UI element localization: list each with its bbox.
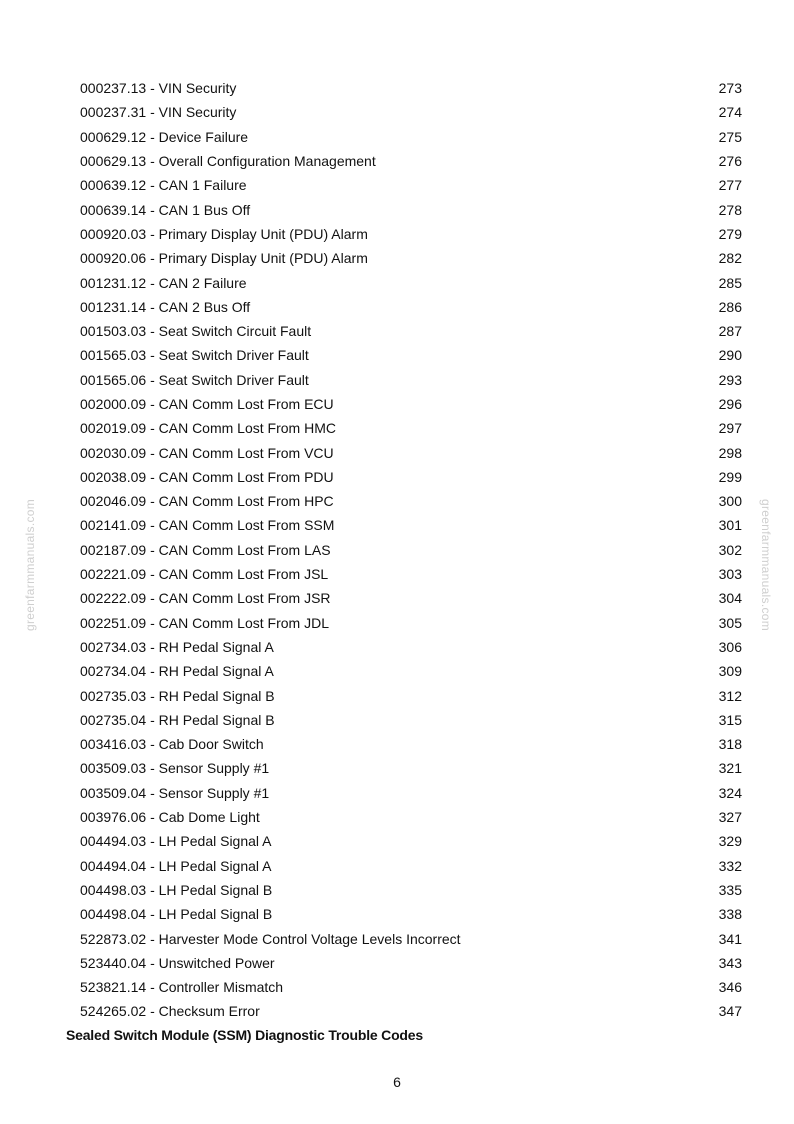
- toc-entry-page: 338: [718, 906, 742, 923]
- toc-entry[interactable]: [80, 368, 742, 392]
- toc-entry[interactable]: [80, 975, 742, 999]
- toc-entry-title: 002038.09 - CAN Comm Lost From PDU: [80, 468, 334, 485]
- toc-entry[interactable]: [80, 513, 742, 537]
- toc-entry-title: 002734.04 - RH Pedal Signal A: [80, 663, 274, 680]
- watermark-left: greenfarmmanuals.com: [23, 498, 37, 632]
- watermark-right: greenfarmmanuals.com: [759, 498, 773, 632]
- toc-entry-page: 309: [718, 663, 742, 680]
- toc-entry[interactable]: [80, 854, 742, 878]
- toc-entry-title: 003976.06 - Cab Dome Light: [80, 809, 260, 826]
- page-number: 6: [393, 1074, 401, 1090]
- toc-entry-page: 290: [718, 347, 742, 364]
- toc-entry-page: 327: [718, 809, 742, 826]
- toc-entry[interactable]: [80, 878, 742, 902]
- toc-entry-page: 303: [718, 566, 742, 583]
- toc-entry-page: 341: [718, 930, 742, 947]
- toc-entry-page: 312: [718, 687, 742, 704]
- toc-entry-page: 302: [718, 541, 742, 558]
- toc-entry-page: 315: [718, 711, 742, 728]
- toc-entry-page: 343: [718, 954, 742, 971]
- toc-entry-title: 001503.03 - Seat Switch Circuit Fault: [80, 323, 312, 340]
- toc-entry[interactable]: [80, 246, 742, 270]
- toc-entry[interactable]: [80, 125, 742, 149]
- toc-entry-title: 002734.03 - RH Pedal Signal A: [80, 638, 274, 655]
- toc-entry[interactable]: [80, 440, 742, 464]
- toc-entry-page: 293: [718, 371, 742, 388]
- toc-entry-page: 304: [718, 590, 742, 607]
- toc-entry-page: 305: [718, 614, 742, 631]
- toc-entry-title: 004498.04 - LH Pedal Signal B: [80, 906, 273, 923]
- toc-entry[interactable]: [80, 926, 742, 950]
- toc-entry-page: 273: [718, 80, 742, 97]
- toc-entry-title: 000920.03 - Primary Display Unit (PDU) Alarm: [80, 225, 368, 242]
- toc-entry-page: 286: [718, 298, 742, 315]
- toc-entry-page: 306: [718, 638, 742, 655]
- toc-entry-title: 002046.09 - CAN Comm Lost From HPC: [80, 493, 334, 510]
- toc-entry-title: 522873.02 - Harvester Mode Control Voltage Levels Incorrect: [80, 930, 461, 947]
- toc-entry[interactable]: [80, 222, 742, 246]
- toc-entry-title: 001565.03 - Seat Switch Driver Fault: [80, 347, 309, 364]
- toc-entry-page: 329: [718, 833, 742, 850]
- toc-entry-page: 335: [718, 881, 742, 898]
- toc-entry-page: 298: [718, 444, 742, 461]
- toc-entry[interactable]: [80, 197, 742, 221]
- toc-entry-page: 276: [718, 153, 742, 170]
- toc-entry[interactable]: [80, 659, 742, 683]
- toc-entry-page: 297: [718, 420, 742, 437]
- toc-entry[interactable]: [80, 270, 742, 294]
- toc-entry-title: 002187.09 - CAN Comm Lost From LAS: [80, 541, 331, 558]
- toc-entry-page: 299: [718, 468, 742, 485]
- toc-entry-title: 004494.03 - LH Pedal Signal A: [80, 833, 272, 850]
- toc-entry-page: 282: [718, 250, 742, 267]
- toc-entry-page: 275: [718, 128, 742, 145]
- toc-entry-title: 004494.04 - LH Pedal Signal A: [80, 857, 272, 874]
- toc-entry[interactable]: [80, 611, 742, 635]
- toc-entry[interactable]: [80, 100, 742, 124]
- toc-entry[interactable]: [80, 805, 742, 829]
- toc-entry[interactable]: [80, 295, 742, 319]
- toc-entry-title: 002030.09 - CAN Comm Lost From VCU: [80, 444, 334, 461]
- toc-entry-title: 000237.31 - VIN Security: [80, 104, 237, 121]
- toc-entry-title: 000629.13 - Overall Configuration Management: [80, 153, 376, 170]
- toc-entry-title: 003509.04 - Sensor Supply #1: [80, 784, 270, 801]
- toc-entry[interactable]: [80, 489, 742, 513]
- toc-entry[interactable]: [80, 951, 742, 975]
- toc-entry-page: 301: [718, 517, 742, 534]
- toc-entry-page: 346: [718, 979, 742, 996]
- toc-entry-page: 274: [718, 104, 742, 121]
- toc-entry-title: 002251.09 - CAN Comm Lost From JDL: [80, 614, 329, 631]
- toc-entry-title: 002735.03 - RH Pedal Signal B: [80, 687, 275, 704]
- toc-entry-title: 000629.12 - Device Failure: [80, 128, 249, 145]
- toc-list: [80, 76, 742, 1024]
- toc-entry[interactable]: [80, 416, 742, 440]
- toc-entry[interactable]: [80, 586, 742, 610]
- toc-entry-title: 002735.04 - RH Pedal Signal B: [80, 711, 275, 728]
- toc-entry[interactable]: [80, 732, 742, 756]
- toc-entry-title: 002222.09 - CAN Comm Lost From JSR: [80, 590, 331, 607]
- toc-entry-title: 003416.03 - Cab Door Switch: [80, 736, 264, 753]
- toc-entry[interactable]: [80, 319, 742, 343]
- toc-entry-title: 524265.02 - Checksum Error: [80, 1003, 260, 1020]
- toc-entry-page: 332: [718, 857, 742, 874]
- toc-entry-title: 003509.03 - Sensor Supply #1: [80, 760, 270, 777]
- section-heading[interactable]: Sealed Switch Module (SSM) Diagnostic Trouble Codes: [66, 1027, 423, 1043]
- toc-entry-page: 277: [718, 177, 742, 194]
- toc-entry-title: 000920.06 - Primary Display Unit (PDU) Alarm: [80, 250, 368, 267]
- toc-entry-title: 002141.09 - CAN Comm Lost From SSM: [80, 517, 335, 534]
- toc-entry[interactable]: [80, 392, 742, 416]
- toc-entry-page: 278: [718, 201, 742, 218]
- toc-entry-title: 001565.06 - Seat Switch Driver Fault: [80, 371, 309, 388]
- toc-entry[interactable]: [80, 538, 742, 562]
- toc-entry-title: 001231.12 - CAN 2 Failure: [80, 274, 247, 291]
- toc-entry-page: 285: [718, 274, 742, 291]
- toc-entry-title: 002221.09 - CAN Comm Lost From JSL: [80, 566, 329, 583]
- toc-entry-title: 001231.14 - CAN 2 Bus Off: [80, 298, 251, 315]
- toc-entry[interactable]: [80, 149, 742, 173]
- toc-entry[interactable]: [80, 708, 742, 732]
- toc-entry-title: 523821.14 - Controller Mismatch: [80, 979, 284, 996]
- toc-entry-page: 296: [718, 396, 742, 412]
- toc-entry[interactable]: [80, 829, 742, 853]
- toc-entry-title: 000237.13 - VIN Security: [80, 80, 237, 97]
- toc-entry[interactable]: [80, 999, 742, 1023]
- toc-entry[interactable]: [80, 683, 742, 707]
- toc-entry-page: 279: [718, 225, 742, 242]
- toc-entry[interactable]: [80, 781, 742, 805]
- toc-entry-title: 002019.09 - CAN Comm Lost From HMC: [80, 420, 336, 437]
- toc-entry-page: 324: [718, 784, 742, 801]
- toc-entry-page: 321: [718, 760, 742, 777]
- toc-entry-title: 000639.14 - CAN 1 Bus Off: [80, 201, 251, 218]
- toc-entry-page: 300: [718, 493, 742, 510]
- toc-entry-page: 318: [718, 736, 742, 753]
- toc-entry[interactable]: [80, 76, 742, 100]
- toc-entry[interactable]: [80, 756, 742, 780]
- toc-entry-title: 004498.03 - LH Pedal Signal B: [80, 881, 273, 898]
- toc-entry-title: 002000.09 - CAN Comm Lost From ECU: [80, 396, 334, 412]
- toc-entry-title: 000639.12 - CAN 1 Failure: [80, 177, 247, 194]
- toc-entry[interactable]: [80, 902, 742, 926]
- toc-entry[interactable]: [80, 635, 742, 659]
- toc-entry[interactable]: [80, 343, 742, 367]
- toc-entry[interactable]: [80, 562, 742, 586]
- toc-entry-page: 347: [718, 1003, 742, 1020]
- toc-entry[interactable]: [80, 173, 742, 197]
- toc-entry[interactable]: [80, 465, 742, 489]
- toc-entry-page: 287: [718, 323, 742, 340]
- toc-entry-title: 523440.04 - Unswitched Power: [80, 954, 275, 971]
